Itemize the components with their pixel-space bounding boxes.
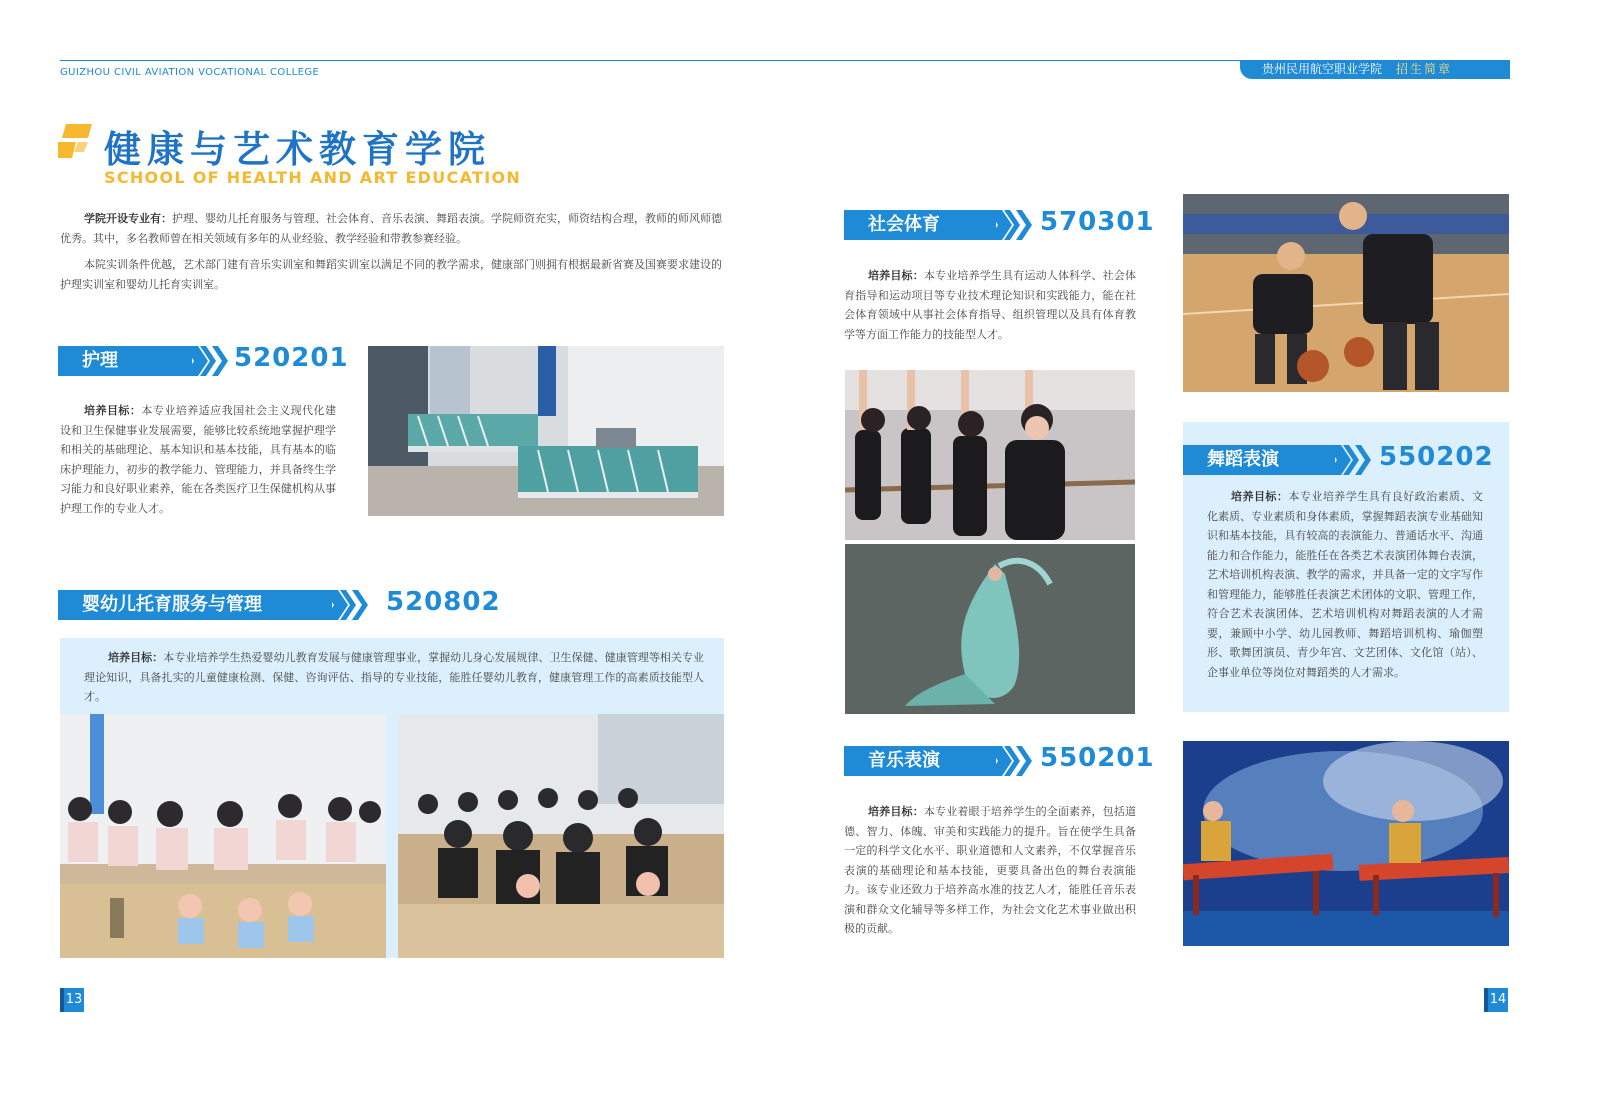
program-code-sports: 570301 [1040,207,1155,237]
program-header-nursing [58,343,349,376]
program-text-dance: 本专业培养学生具有良好政治素质、文化素质、专业素质和身体素质，掌握舞蹈表演专业基础知识和基本技能，具有较高的表演能力、普通话水平、沟通能力和合作能力，能胜任在各类艺术表演团体舞台表演，艺术培训机构表演、教学的需求，并具备一定的文字写作和管理能力，能够胜任表演艺术团体的文职、管理工作，符合艺术表演团体、艺术培训机构对舞蹈表演的人才需要，兼顾中小学、幼儿园教师、舞蹈培训机构、瑜伽塑形、歌舞团演员、青少年宫、文艺团体、文化馆（站）、企事业单位等岗位对舞蹈类的人才需求。 [1207,490,1484,679]
program-text-sports: 本专业培养学生具有运动人体科学、社会体育指导和运动项目等专业技术理论知识和实践能力，能在社会体育领域中从事社会体育指导、组织管理以及具有体育教学等方面工作能力的技能型人才。 [844,269,1137,341]
intro-label: 学院开设专业有： [84,212,172,225]
program-desc-dance [1207,487,1483,682]
program-desc-nursing [60,401,336,518]
banner-college-name: 贵州民用航空职业学院 [1262,62,1383,76]
goal-label: 培养目标： [1231,490,1289,503]
double-chevron-icon [184,346,230,376]
program-header-dance [1183,442,1494,475]
program-name-nursing: 护理 [58,346,192,376]
program-name-childcare: 婴幼儿托育服务与管理 [58,590,332,620]
program-name-dance: 舞蹈表演 [1183,445,1335,475]
program-code-music: 550201 [1040,743,1155,773]
program-name-music: 音乐表演 [844,746,996,776]
program-header-sports [844,207,1155,240]
goal-label: 培养目标： [868,269,924,282]
double-chevron-icon [988,746,1034,776]
photo-childcare-class-1 [60,714,386,958]
page-number-right: 14 [1484,988,1508,1012]
intro-text-2: 本院实训条件优越，艺术部门建有音乐实训室和舞蹈实训室以满足不同的教学需求，健康部门则拥有根据最新省赛及国赛要求建设的护理实训室和婴幼儿托育实训室。 [60,258,722,291]
photo-childcare-class-2 [398,714,724,958]
section-logo-icon [58,122,96,160]
program-code-dance: 550202 [1379,442,1494,472]
program-text-nursing: 本专业培养适应我国社会主义现代化建设和卫生保健事业发展需要，能够比较系统地掌握护理学和相关的基础理论、基本知识和基本技能，具有基本的临床护理能力，初步的教学能力、管理能力，并具备终生学习能力和良好职业素养，能在各类医疗卫生保健机构从事护理工作的专业人才。 [60,404,337,515]
header-banner [1240,60,1510,79]
program-desc-music [844,802,1136,939]
photo-nursing-ward [368,346,724,516]
intro-text-1: 护理、婴幼儿托育服务与管理、社会体育、音乐表演、舞蹈表演。学院师资充实，师资结构合理，教师的师风师德优秀。其中，多名教师曾在相关领域有多年的从业经验、教学经验和带教参赛经验。 [60,212,722,245]
program-desc-childcare [84,648,704,707]
page-subtitle: SCHOOL OF HEALTH AND ART EDUCATION [104,168,522,187]
program-desc-sports [844,266,1136,344]
photo-guzheng-performance [1183,741,1509,946]
intro-paragraph-2 [60,255,730,295]
program-code-childcare: 520802 [386,587,501,617]
program-text-childcare: 本专业培养学生热爱婴幼儿教育发展与健康管理事业，掌握幼儿身心发展规律、卫生保健、健康管理等相关专业理论知识，具备扎实的儿童健康检测、保健、咨询评估、指导的专业技能，能胜任婴幼儿教育，健康管理工作的高素质技能型人才。 [84,651,705,703]
program-code-nursing: 520201 [234,343,349,373]
photo-dance-performance [845,544,1135,714]
banner-doc-title: 招生简章 [1396,62,1453,76]
college-english-name: GUIZHOU CIVIL AVIATION VOCATIONAL COLLEGE [60,67,320,78]
photo-ballet-barre [845,370,1135,540]
intro-paragraph-1 [60,209,730,249]
photo-basketball-training [1183,194,1509,392]
goal-label: 培养目标： [108,651,164,664]
double-chevron-icon [988,210,1034,240]
double-chevron-icon [324,590,370,620]
program-header-music [844,743,1155,776]
page-title: 健康与艺术教育学院 [104,127,491,171]
page-number-left: 13 [60,988,84,1012]
program-header-childcare [58,587,501,620]
goal-label: 培养目标： [84,404,142,417]
double-chevron-icon [1327,445,1373,475]
program-text-music: 本专业着眼于培养学生的全面素养，包括道德、智力、体魄、审美和实践能力的提升。旨在使学生具备一定的科学文化水平、职业道德和人文素养，不仅掌握音乐表演的基础理论和基本技能，更要具备出色的舞台表演能力。该专业还致力于培养高水准的技艺人才，能胜任音乐表演和群众文化辅导等多样工作，为社会文化艺术事业做出积极的贡献。 [844,805,1137,935]
program-name-sports: 社会体育 [844,210,996,240]
goal-label: 培养目标： [868,805,924,818]
